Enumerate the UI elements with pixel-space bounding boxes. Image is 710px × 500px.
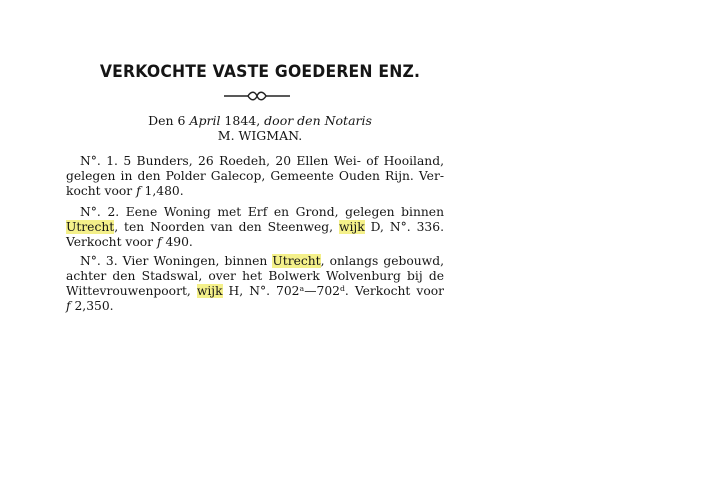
entry-line <box>66 299 444 314</box>
dateline-suffix: door den Notaris <box>264 113 372 128</box>
price-value: 1,480. <box>140 184 184 198</box>
entry-text: N°. 3. Vier Woningen, binnen <box>80 254 273 268</box>
highlight-utrecht: Utrecht <box>66 220 115 234</box>
price-prefix: Verkocht voor <box>66 235 157 249</box>
entry-line: achter den Stadswal, over het Bolwerk Wolvenburg bij de <box>66 269 444 283</box>
sale-entry-3 <box>66 254 444 314</box>
highlight-wijk: wijk <box>338 220 365 234</box>
highlight-utrecht: Utrecht <box>272 254 321 268</box>
entry-line: N°. 2. Eene Woning met Erf en Grond, gelegen binnen <box>80 205 444 219</box>
entry-line <box>66 184 444 199</box>
florin-sign: f <box>66 299 71 313</box>
price-prefix: kocht voor <box>66 184 137 198</box>
highlight-wijk: wijk <box>196 284 223 298</box>
entry-text: Wittevrouwenpoort, <box>66 284 197 298</box>
dateline <box>60 113 460 128</box>
dateline-year: 1844, <box>220 113 265 128</box>
entry-line <box>66 284 444 299</box>
price-value: 490. <box>161 235 193 249</box>
florin-sign: f <box>136 184 141 198</box>
sale-entry-2 <box>66 205 444 250</box>
notary-name: M. WIGMAN. <box>217 128 303 143</box>
ornamental-rule-icon <box>224 90 290 102</box>
entry-line <box>66 254 444 269</box>
entry-text: D, N°. 336. <box>364 220 444 234</box>
florin-sign: f <box>156 235 162 249</box>
entry-text: , onlangs gebouwd, <box>320 254 444 268</box>
dateline-month: April <box>189 113 221 128</box>
entry-line <box>66 220 444 235</box>
page-title: VERKOCHTE VASTE GOEDEREN ENZ. <box>99 62 421 82</box>
dateline-prefix: Den 6 <box>148 113 190 128</box>
entry-line <box>66 235 444 250</box>
entry-line: gelegen in den Polder Galecop, Gemeente Ouden Rijn. Ver- <box>66 169 444 183</box>
entry-text: H, N°. 702ᵃ—702ᵈ. Verkocht voor <box>222 284 444 298</box>
price-value: 2,350. <box>70 299 114 313</box>
entry-line: N°. 1. 5 Bunders, 26 Roedeh, 20 Ellen Wei- of Hooiland, <box>80 154 444 168</box>
entry-text: , ten Noorden van den Steenweg, <box>114 220 339 234</box>
sale-entry-1 <box>66 154 444 199</box>
